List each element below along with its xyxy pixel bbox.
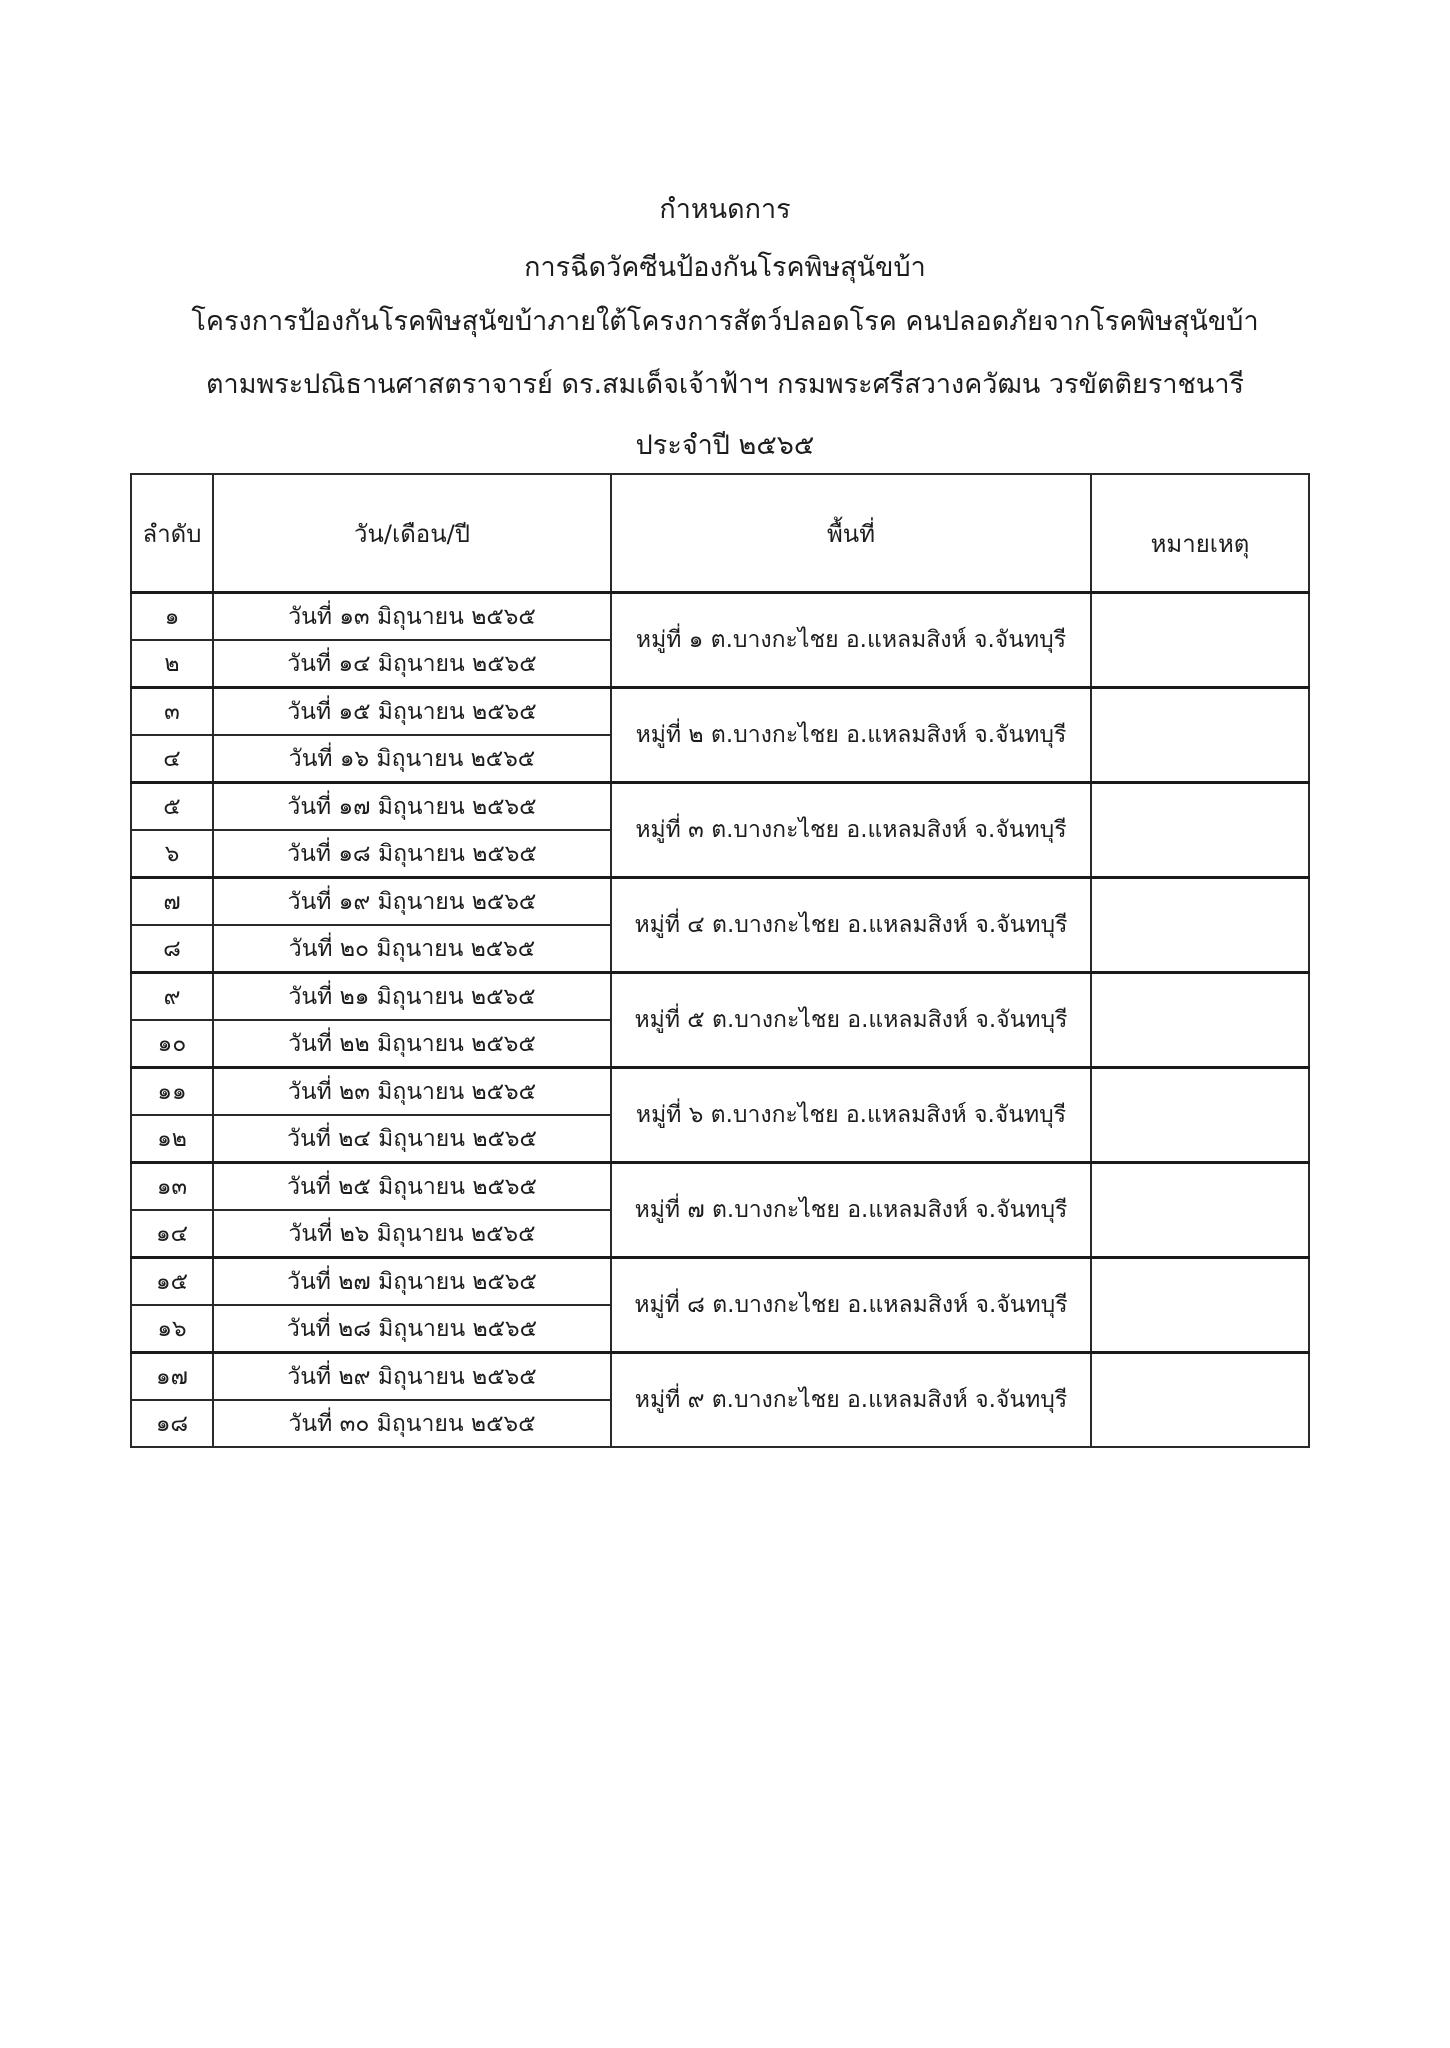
row-area: หมู่ที่ ๖ ต.บางกะไชย อ.แหลมสิงห์ จ.จันทบุรี (611, 1068, 1091, 1163)
row-number: ๑๗ (131, 1353, 213, 1401)
row-number: ๙ (131, 973, 213, 1021)
row-number: ๒ (131, 640, 213, 688)
row-date: วันที่ ๑๙ มิถุนายน ๒๕๖๕ (213, 878, 611, 926)
row-number: ๑๕ (131, 1258, 213, 1306)
row-date: วันที่ ๑๘ มิถุนายน ๒๕๖๕ (213, 830, 611, 878)
table-row (131, 973, 1309, 1021)
row-number: ๑๓ (131, 1163, 213, 1211)
row-note (1091, 973, 1309, 1068)
table-row (131, 1353, 1309, 1401)
row-date: วันที่ ๒๕ มิถุนายน ๒๕๖๕ (213, 1163, 611, 1211)
row-area: หมู่ที่ ๔ ต.บางกะไชย อ.แหลมสิงห์ จ.จันทบุรี (611, 878, 1091, 973)
row-number: ๕ (131, 783, 213, 831)
row-date: วันที่ ๒๔ มิถุนายน ๒๕๖๕ (213, 1115, 611, 1163)
row-date: วันที่ ๒๘ มิถุนายน ๒๕๖๕ (213, 1305, 611, 1353)
row-note (1091, 688, 1309, 783)
row-area: หมู่ที่ ๒ ต.บางกะไชย อ.แหลมสิงห์ จ.จันทบุรี (611, 688, 1091, 783)
table-row (131, 1258, 1309, 1306)
row-note (1091, 1353, 1309, 1448)
table-row (131, 688, 1309, 736)
doc-subtitle: การฉีดวัคซีนป้องกันโรคพิษสุนัขบ้า (524, 252, 926, 283)
row-number: ๖ (131, 830, 213, 878)
row-note (1091, 878, 1309, 973)
row-date: วันที่ ๒๗ มิถุนายน ๒๕๖๕ (213, 1258, 611, 1306)
row-number: ๘ (131, 925, 213, 973)
row-date: วันที่ ๒๒ มิถุนายน ๒๕๖๕ (213, 1020, 611, 1068)
row-number: ๑ (131, 593, 213, 641)
royal-initiative-line: ตามพระปณิธานศาสตราจารย์ ดร.สมเด็จเจ้าฟ้าฯ กรมพระศรีสวางควัฒน วรขัตติยราชนารี (206, 369, 1244, 400)
schedule-body (131, 593, 1309, 1448)
row-date: วันที่ ๒๐ มิถุนายน ๒๕๖๕ (213, 925, 611, 973)
col-header-area: พื้นที่ (611, 474, 1091, 593)
row-number: ๗ (131, 878, 213, 926)
row-date: วันที่ ๓๐ มิถุนายน ๒๕๖๕ (213, 1400, 611, 1447)
row-number: ๑๘ (131, 1400, 213, 1447)
table-row (131, 593, 1309, 641)
table-row (131, 878, 1309, 926)
row-number: ๑๒ (131, 1115, 213, 1163)
table-row (131, 783, 1309, 831)
row-area: หมู่ที่ ๘ ต.บางกะไชย อ.แหลมสิงห์ จ.จันทบุรี (611, 1258, 1091, 1353)
row-date: วันที่ ๑๕ มิถุนายน ๒๕๖๕ (213, 688, 611, 736)
row-area: หมู่ที่ ๕ ต.บางกะไชย อ.แหลมสิงห์ จ.จันทบุรี (611, 973, 1091, 1068)
row-date: วันที่ ๑๖ มิถุนายน ๒๕๖๕ (213, 735, 611, 783)
table-row (131, 1068, 1309, 1116)
row-date: วันที่ ๑๓ มิถุนายน ๒๕๖๕ (213, 593, 611, 641)
row-date: วันที่ ๑๗ มิถุนายน ๒๕๖๕ (213, 783, 611, 831)
row-date: วันที่ ๒๓ มิถุนายน ๒๕๖๕ (213, 1068, 611, 1116)
doc-title: กำหนดการ (659, 194, 791, 225)
row-note (1091, 1163, 1309, 1258)
schedule-table (130, 473, 1310, 1448)
project-name: โครงการป้องกันโรคพิษสุนัขบ้าภายใต้โครงการสัตว์ปลอดโรค คนปลอดภัยจากโรคพิษสุนัขบ้า (191, 306, 1259, 337)
row-note (1091, 1258, 1309, 1353)
fiscal-year: ประจำปี ๒๕๖๕ (635, 430, 815, 461)
row-number: ๑๔ (131, 1210, 213, 1258)
row-note (1091, 783, 1309, 878)
row-area: หมู่ที่ ๓ ต.บางกะไชย อ.แหลมสิงห์ จ.จันทบุรี (611, 783, 1091, 878)
table-header-row (131, 474, 1309, 593)
row-area: หมู่ที่ ๗ ต.บางกะไชย อ.แหลมสิงห์ จ.จันทบุรี (611, 1163, 1091, 1258)
row-date: วันที่ ๒๙ มิถุนายน ๒๕๖๕ (213, 1353, 611, 1401)
table-row (131, 1163, 1309, 1211)
row-note (1091, 593, 1309, 688)
row-date: วันที่ ๒๖ มิถุนายน ๒๕๖๕ (213, 1210, 611, 1258)
row-area: หมู่ที่ ๙ ต.บางกะไชย อ.แหลมสิงห์ จ.จันทบุรี (611, 1353, 1091, 1448)
row-number: ๔ (131, 735, 213, 783)
row-number: ๑๖ (131, 1305, 213, 1353)
row-date: วันที่ ๑๔ มิถุนายน ๒๕๖๕ (213, 640, 611, 688)
row-number: ๓ (131, 688, 213, 736)
row-date: วันที่ ๒๑ มิถุนายน ๒๕๖๕ (213, 973, 611, 1021)
col-header-note: หมายเหตุ (1091, 474, 1309, 593)
row-note (1091, 1068, 1309, 1163)
row-number: ๑๑ (131, 1068, 213, 1116)
col-header-no: ลำดับ (131, 474, 213, 593)
col-header-date: วัน/เดือน/ปี (213, 474, 611, 593)
row-number: ๑๐ (131, 1020, 213, 1068)
row-area: หมู่ที่ ๑ ต.บางกะไชย อ.แหลมสิงห์ จ.จันทบุรี (611, 593, 1091, 688)
